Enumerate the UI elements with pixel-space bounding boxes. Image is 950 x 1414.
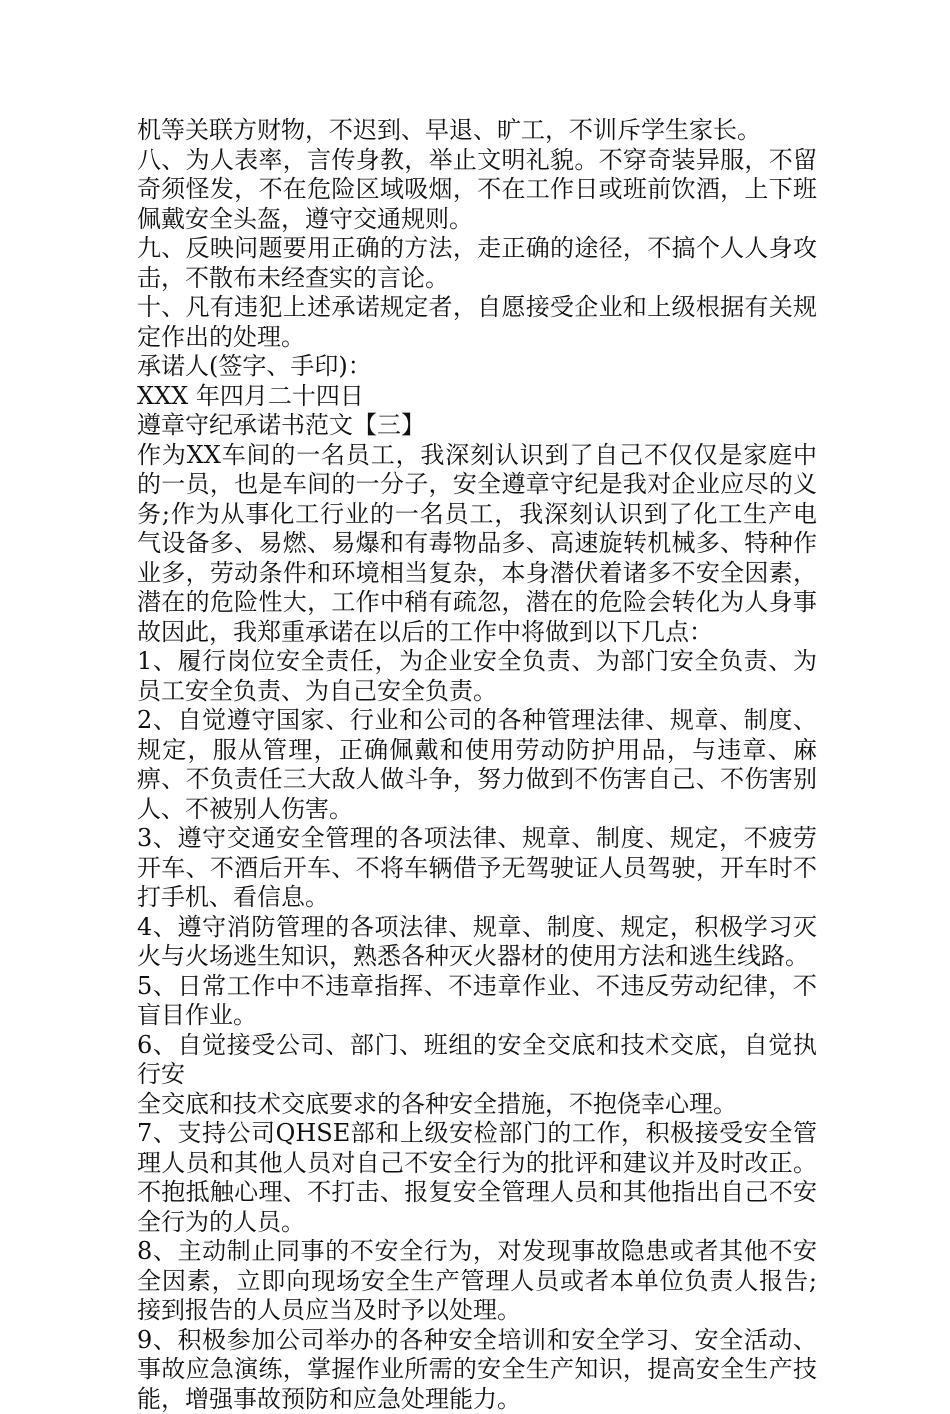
paragraph-item-9: 九、反映问题要用正确的方法，走正确的途径，不搞个人人身攻击，不散布未经查实的言论。 bbox=[137, 234, 817, 293]
pledge-item-6: 6、自觉接受公司、部门、班组的安全交底和技术交底，自觉执行安 bbox=[137, 1031, 817, 1090]
pledge-item-2: 2、自觉遵守国家、行业和公司的各种管理法律、规章、制度、规定，服从管理，正确佩戴和使用劳动防护用品，与违章、麻痹、不负责任三大敌人做斗争，努力做到不伤害自己、不伤害别人、不被别人伤害。 bbox=[137, 706, 817, 824]
pledge-item-7: 7、支持公司QHSE部和上级安检部门的工作，积极接受安全管理人员和其他人员对自己不安全行为的批评和建议并及时改正。不抱抵触心理、不打击、报复安全管理人员和其他指出自己不安全行为的人员。 bbox=[137, 1119, 817, 1237]
pledge-item-1: 1、履行岗位安全责任，为企业安全负责、为部门安全负责、为员工安全负责、为自己安全负责。 bbox=[137, 647, 817, 706]
document-page bbox=[137, 116, 817, 1414]
paragraph-continuation: 机等关联方财物，不迟到、早退、旷工，不训斥学生家长。 bbox=[137, 116, 817, 146]
paragraph-item-8: 八、为人表率，言传身教，举止文明礼貌。不穿奇装异服，不留奇须怪发，不在危险区域吸烟，不在工作日或班前饮酒，上下班佩戴安全头盔，遵守交通规则。 bbox=[137, 146, 817, 235]
pledge-item-4: 4、遵守消防管理的各项法律、规章、制度、规定，积极学习灭火与火场逃生知识，熟悉各种灭火器材的使用方法和逃生线路。 bbox=[137, 913, 817, 972]
pledge-item-5: 5、日常工作中不违章指挥、不违章作业、不违反劳动纪律，不盲目作业。 bbox=[137, 972, 817, 1031]
pledge-item-8: 8、主动制止同事的不安全行为，对发现事故隐患或者其他不安全因素，立即向现场安全生产管理人员或者本单位负责人报告;接到报告的人员应当及时予以处理。 bbox=[137, 1237, 817, 1326]
intro-paragraph: 作为XX车间的一名员工，我深刻认识到了自己不仅仅是家庭中的一员，也是车间的一分子，安全遵章守纪是我对企业应尽的义务;作为从事化工行业的一名员工，我深刻认识到了化工生产电气设备多、易燃、易爆和有毒物品多、高速旋转机械多、特种作业多，劳动条件和环境相当复杂，本身潜伏着诸多不安全因素，潜在的危险性大，工作中稍有疏忽，潜在的危险会转化为人身事故因此，我郑重承诺在以后的工作中将做到以下几点： bbox=[137, 441, 817, 648]
pledge-item-9: 9、积极参加公司举办的各种安全培训和安全学习、安全活动、事故应急演练，掌握作业所需的安全生产知识，提高安全生产技能，增强事故预防和应急处理能力。 bbox=[137, 1326, 817, 1414]
date-line: XXX 年四月二十四日 bbox=[137, 382, 817, 412]
pledge-item-3: 3、遵守交通安全管理的各项法律、规章、制度、规定，不疲劳开车、不酒后开车、不将车辆借予无驾驶证人员驾驶，开车时不打手机、看信息。 bbox=[137, 824, 817, 913]
pledge-item-6-continued: 全交底和技术交底要求的各种安全措施，不抱侥幸心理。 bbox=[137, 1090, 817, 1120]
signature-line: 承诺人(签字、手印)： bbox=[137, 352, 817, 382]
section-title: 遵章守纪承诺书范文【三】 bbox=[137, 411, 817, 441]
paragraph-item-10: 十、凡有违犯上述承诺规定者，自愿接受企业和上级根据有关规定作出的处理。 bbox=[137, 293, 817, 352]
